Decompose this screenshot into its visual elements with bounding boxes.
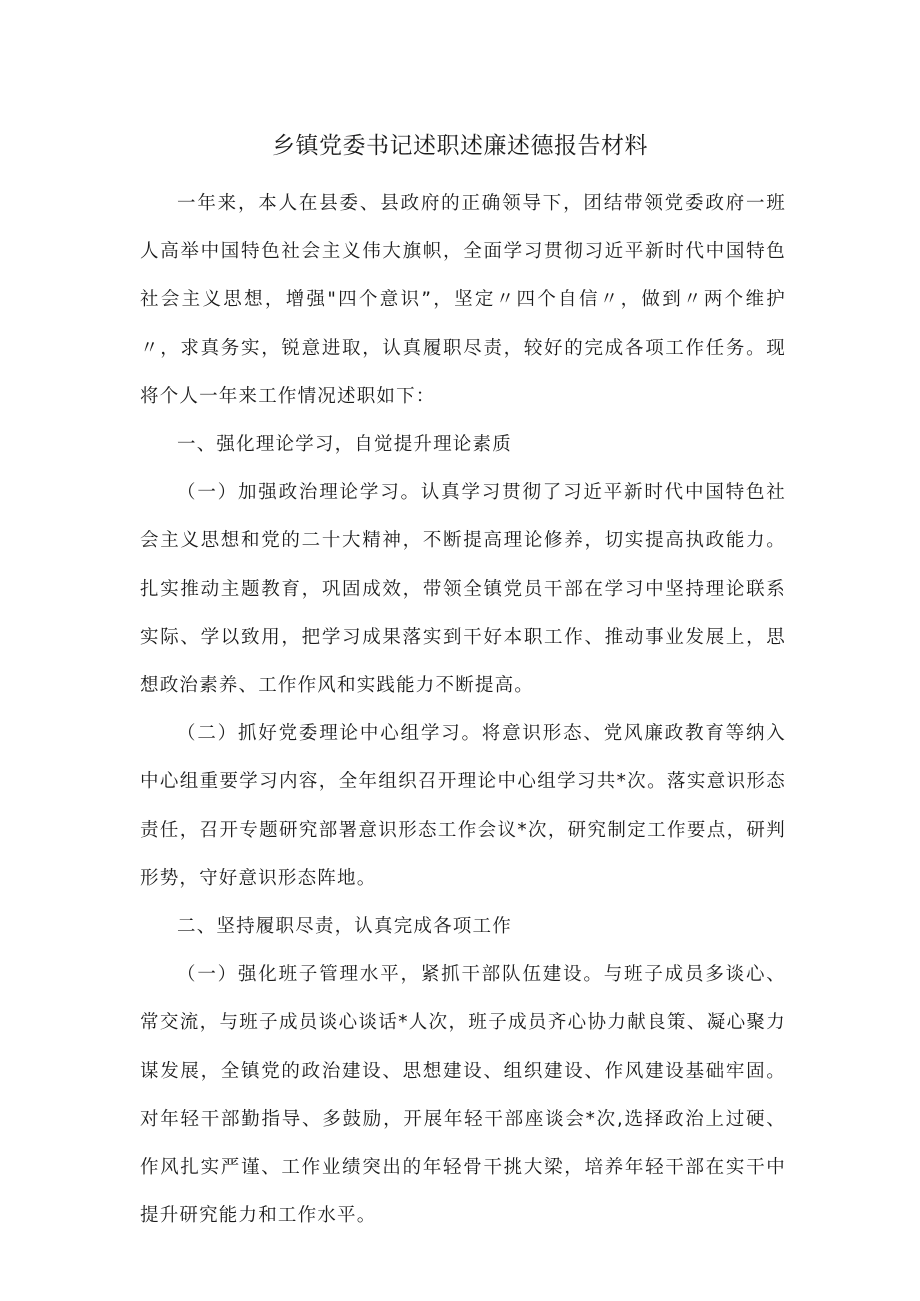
document-title: 乡镇党委书记述职述廉述德报告材料 xyxy=(272,133,648,159)
section-2-heading: 二、坚持履职尽责，认真完成各项工作 xyxy=(177,916,512,938)
section-1-paragraph-2: （二）抓好党委理论中心组学习。将意识形态、党风廉政教育等纳入中心组重要学习内容，全年组织召开理论中心组学习共*次。落实意识形态责任，召开专题研究部署意识形态工作会议*次，研究制定工作要点，研判形势，守好意识形态阵地。 xyxy=(140,723,786,889)
section-1-paragraph-1: （一）加强政治理论学习。认真学习贯彻了习近平新时代中国特色社会主义思想和党的二十大精神，不断提高理论修养，切实提高执政能力。扎实推动主题教育，巩固成效，带领全镇党员干部在学习中坚持理论联系实际、学以致用，把学习成果落实到干好本职工作、推动事业发展上，思想政治素养、工作作风和实践能力不断提高。 xyxy=(140,482,786,697)
intro-paragraph: 一年来，本人在县委、县政府的正确领导下，团结带领党委政府一班人高举中国特色社会主义伟大旗帜，全面学习贯彻习近平新时代中国特色社会主义思想，增强"四个意识”，坚定〃四个自信〃，做到〃两个维护〃，求真务实，锐意进取，认真履职尽责，较好的完成各项工作任务。现将个人一年来工作情况述职如下： xyxy=(140,193,786,407)
section-1-heading: 一、强化理论学习，自觉提升理论素质 xyxy=(177,434,512,456)
document-body xyxy=(140,180,786,1240)
section-2-paragraph-1: （一）强化班子管理水平，紧抓干部队伍建设。与班子成员多谈心、常交流，与班子成员谈心谈话*人次，班子成员齐心协力献良策、凝心聚力谋发展，全镇党的政治建设、思想建设、组织建设、作风建设基础牢固。对年轻干部勤指导、多鼓励，开展年轻干部座谈会*次,选择政治上过硬、作风扎实严谨、工作业绩突出的年轻骨干挑大梁，培养年轻干部在实干中提升研究能力和工作水平。 xyxy=(140,964,786,1227)
